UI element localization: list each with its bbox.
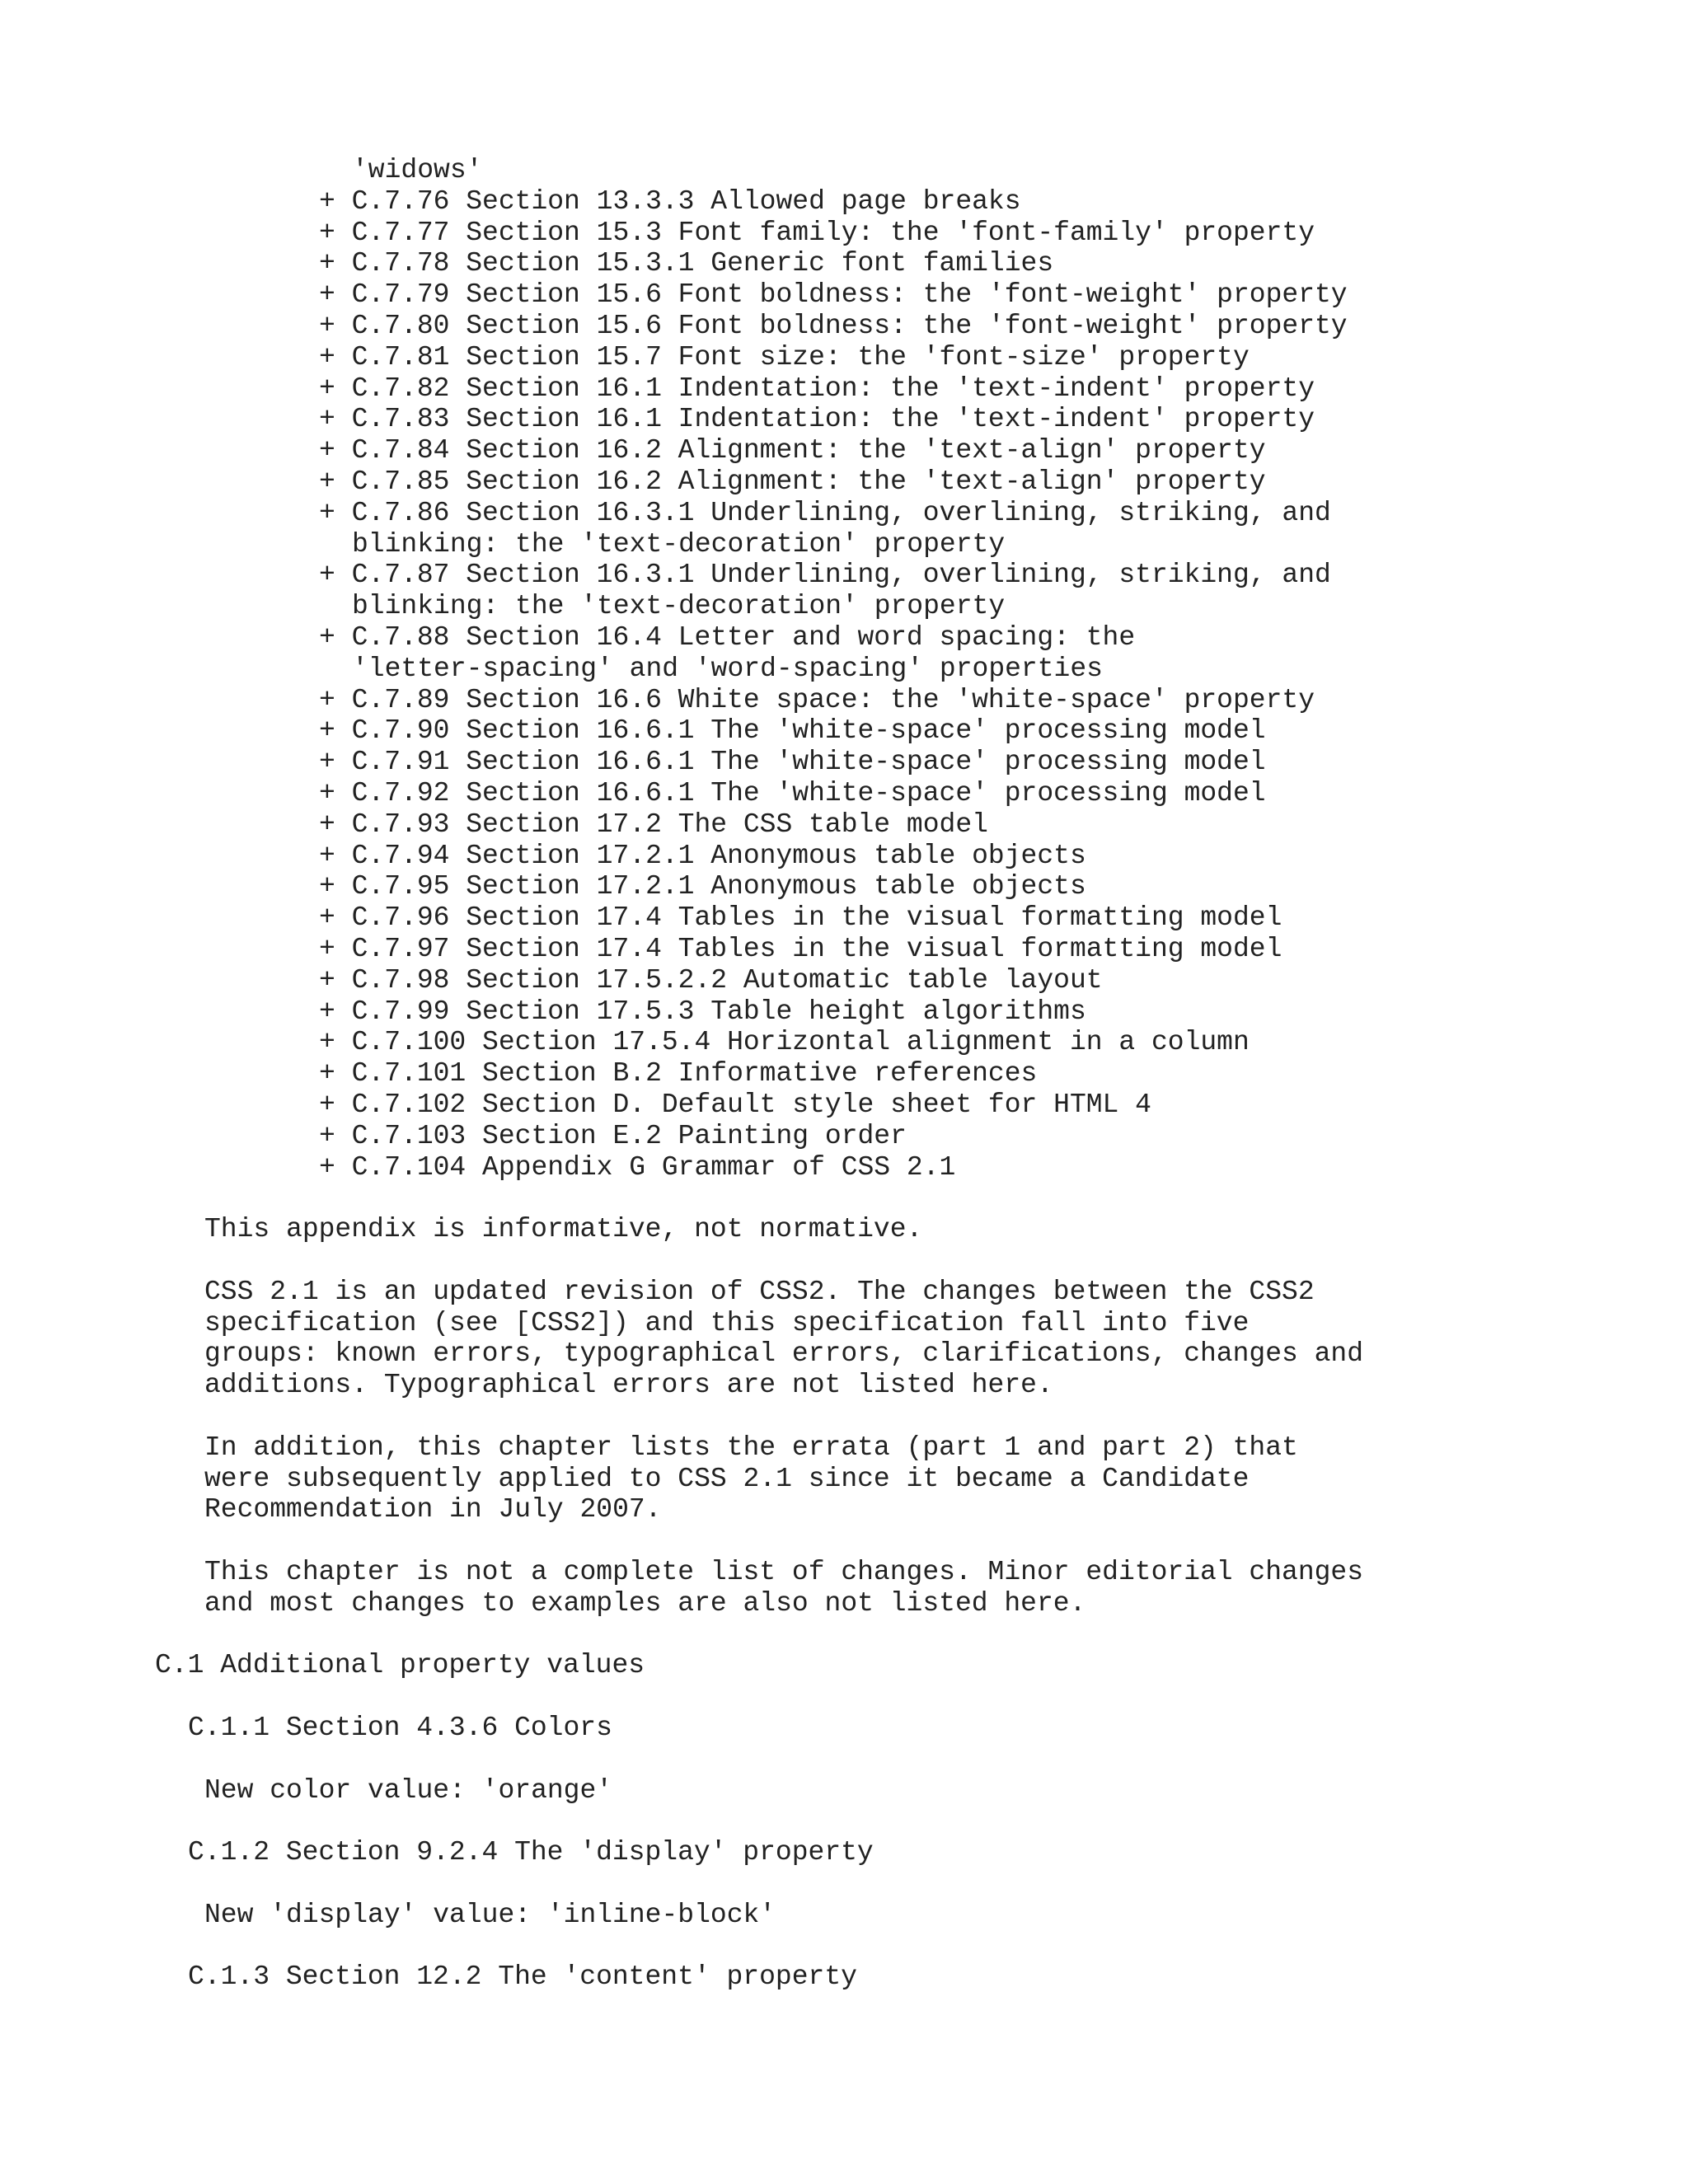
toc-item[interactable]: + C.7.88 Section 16.4 Letter and word spacing: the: [319, 622, 1136, 653]
toc-item[interactable]: + C.7.99 Section 17.5.3 Table height algorithms: [319, 996, 1086, 1027]
subsection-text: New 'display' value: 'inline-block': [204, 1899, 776, 1930]
toc-item[interactable]: + C.7.83 Section 16.1 Indentation: the 'text-indent' property: [319, 404, 1315, 435]
subsection-heading: C.1.3 Section 12.2 The 'content' property: [188, 1961, 857, 1993]
subsection-heading: C.1.2 Section 9.2.4 The 'display' property: [188, 1837, 874, 1868]
intro-paragraph-line: and most changes to examples are also not listed here.: [204, 1587, 1086, 1619]
toc-item[interactable]: + C.7.97 Section 17.4 Tables in the visual formatting model: [319, 934, 1282, 964]
toc-item[interactable]: + C.7.81 Section 15.7 Font size: the 'font-size' property: [319, 341, 1250, 373]
intro-paragraph-line: specification (see [CSS2]) and this specification fall into five: [204, 1307, 1250, 1338]
toc-item[interactable]: + C.7.93 Section 17.2 The CSS table model: [319, 808, 988, 840]
toc-item[interactable]: + C.7.98 Section 17.5.2.2 Automatic table layout: [319, 964, 1103, 996]
toc-item[interactable]: + C.7.95 Section 17.2.1 Anonymous table objects: [319, 871, 1086, 902]
intro-paragraph-line: This chapter is not a complete list of changes. Minor editorial changes: [204, 1557, 1364, 1587]
intro-paragraph-line: groups: known errors, typographical errors, clarifications, changes and: [204, 1338, 1364, 1370]
toc-item[interactable]: + C.7.96 Section 17.4 Tables in the visual formatting model: [319, 902, 1282, 934]
intro-paragraph-line: additions. Typographical errors are not listed here.: [204, 1370, 1053, 1401]
toc-item[interactable]: + C.7.82 Section 16.1 Indentation: the 'text-indent' property: [319, 373, 1315, 404]
subsection-text: New color value: 'orange': [204, 1774, 613, 1806]
toc-item-continuation[interactable]: 'letter-spacing' and 'word-spacing' properties: [352, 653, 1103, 684]
toc-item[interactable]: + C.7.101 Section B.2 Informative references: [319, 1058, 1038, 1090]
subsection-heading: C.1.1 Section 4.3.6 Colors: [188, 1713, 612, 1743]
toc-item[interactable]: + C.7.92 Section 16.6.1 The 'white-space' processing model: [319, 778, 1266, 808]
toc-item[interactable]: + C.7.78 Section 15.3.1 Generic font families: [319, 248, 1054, 279]
toc-item[interactable]: + C.7.103 Section E.2 Painting order: [319, 1120, 907, 1151]
toc-item[interactable]: + C.7.104 Appendix G Grammar of CSS 2.1: [319, 1151, 956, 1183]
intro-paragraph-line: were subsequently applied to CSS 2.1 since it became a Candidate: [204, 1463, 1250, 1494]
toc-item[interactable]: + C.7.80 Section 15.6 Font boldness: the 'font-weight' property: [319, 311, 1348, 341]
toc-item[interactable]: + C.7.77 Section 15.3 Font family: the 'font-family' property: [319, 217, 1315, 248]
toc-item-continuation[interactable]: 'widows': [352, 155, 483, 185]
section-heading: C.1 Additional property values: [155, 1650, 645, 1681]
toc-item[interactable]: + C.7.94 Section 17.2.1 Anonymous table objects: [319, 840, 1086, 871]
toc-item[interactable]: + C.7.84 Section 16.2 Alignment: the 'text-align' property: [319, 435, 1266, 466]
toc-item[interactable]: + C.7.89 Section 16.6 White space: the 'white-space' property: [319, 684, 1315, 715]
toc-item[interactable]: + C.7.102 Section D. Default style sheet for HTML 4: [319, 1090, 1151, 1120]
intro-paragraph-line: Recommendation in July 2007.: [204, 1494, 662, 1526]
intro-paragraph-line: In addition, this chapter lists the errata (part 1 and part 2) that: [204, 1432, 1298, 1463]
toc-item[interactable]: + C.7.79 Section 15.6 Font boldness: the 'font-weight' property: [319, 279, 1348, 311]
toc-item[interactable]: + C.7.91 Section 16.6.1 The 'white-space' processing model: [319, 747, 1266, 778]
toc-item[interactable]: + C.7.87 Section 16.3.1 Underlining, overlining, striking, and: [319, 560, 1331, 591]
toc-item-continuation[interactable]: blinking: the 'text-decoration' property: [352, 591, 1006, 622]
intro-paragraph-line: CSS 2.1 is an updated revision of CSS2. The changes between the CSS2: [204, 1276, 1315, 1307]
toc-item-continuation[interactable]: blinking: the 'text-decoration' property: [352, 528, 1006, 560]
toc-item[interactable]: + C.7.86 Section 16.3.1 Underlining, overlining, striking, and: [319, 497, 1331, 528]
intro-paragraph: This appendix is informative, not normative.: [204, 1214, 923, 1245]
toc-item[interactable]: + C.7.76 Section 13.3.3 Allowed page breaks: [319, 185, 1021, 217]
toc-item[interactable]: + C.7.90 Section 16.6.1 The 'white-space' processing model: [319, 715, 1266, 747]
toc-item[interactable]: + C.7.85 Section 16.2 Alignment: the 'text-align' property: [319, 466, 1266, 497]
toc-item[interactable]: + C.7.100 Section 17.5.4 Horizontal alignment in a column: [319, 1027, 1250, 1058]
